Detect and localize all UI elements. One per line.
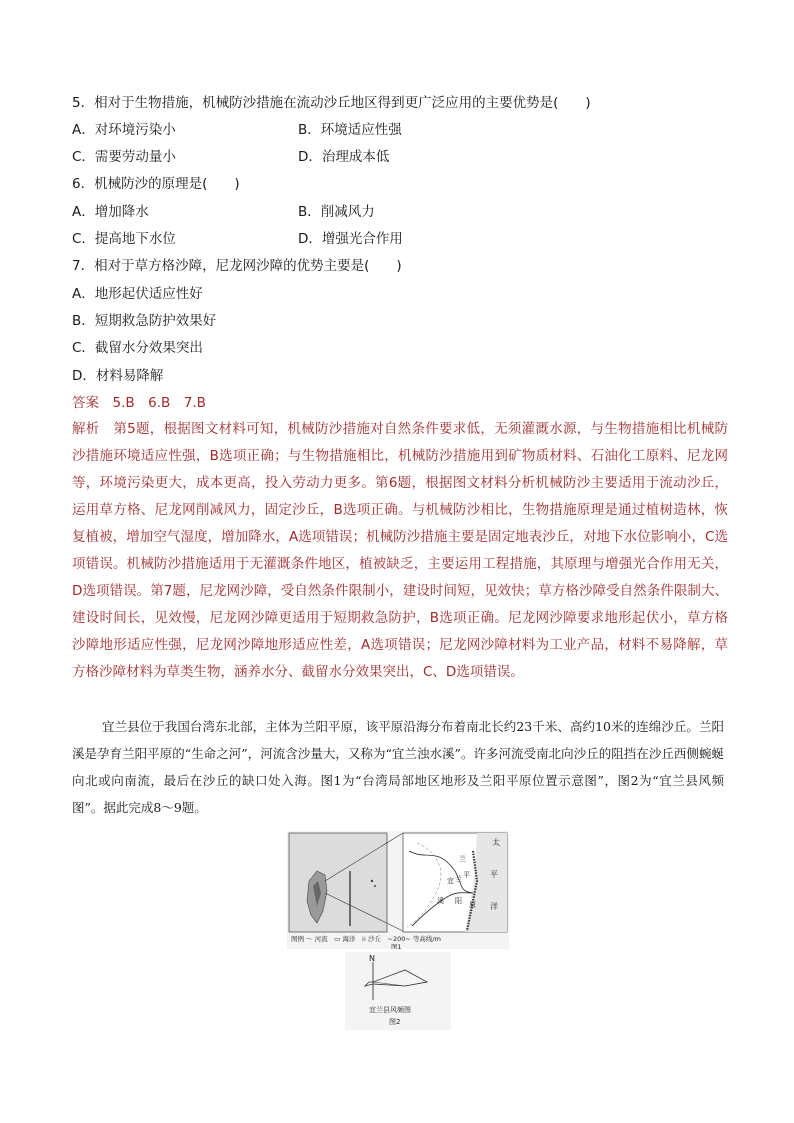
q7-option-c: C．截留水分效果突出 (72, 340, 203, 356)
explanation-paragraph: 解析 第5题，根据图文材料可知，机械防沙措施对自然条件要求低，无须灌溉水源，与生物措施相比机械防沙措施环境适应性强，B选项正确；与生物措施相比，机械防沙措施用到矿物质材料、石油化工原料、尼龙网等，环境污染更大，成本更高，投入劳动力更多。第6题，根据图文材料分析机械防沙主要适用于流动沙丘，运用草方格、尼龙网削减风力，固定沙丘，B选项正确。与机械防沙相比，生物措施原理是通过植树造林，恢复植被，增加空气湿度，增加降水，A选项错误；机械防沙措施主要是固定地表沙丘，对地下水位影响小，C选项错误。机械防沙措施适用于无灌溉条件地区，植被缺乏，主要运用工程措施，其原理与增强光合作用无关，D选项错误。第7题，尼龙网沙障，受自然条件限制小，建设时间短，见效快；草方格沙障受自然条件限制大、建设时间长，见效慢，尼龙网沙障更适用于短期救急防护，B选项正确。尼龙网沙障要求地形起伏小，草方格沙障地形适应性强，尼龙网沙障地形适应性差，A选项错误；尼龙网沙障材料为工业产品，材料不易降解，草方格沙障材料为草类生物，涵养水分、截留水分效果突出，C、D选项错误。 (72, 421, 728, 680)
map-label-yi: 宜 (447, 877, 454, 885)
q7-option-a: A．地形起伏适应性好 (72, 286, 203, 302)
question-6-stem: 6．机械防沙的原理是( ) (72, 176, 240, 192)
overview-map-frame (289, 833, 387, 932)
figure-2-title: 宜兰县风频图 (369, 1006, 411, 1014)
map-label-lan-2: 兰 (455, 875, 462, 883)
question-5-stem: 5．相对于生物措施，机械防沙措施在流动沙丘地区得到更广泛应用的主要优势是( ) (72, 95, 591, 111)
map-label-tai: 太 (492, 838, 500, 847)
map-label-yuan: 原 (469, 901, 476, 909)
figure-1-caption: 图1 (391, 943, 402, 949)
q7-option-b: B．短期救急防护效果好 (72, 313, 217, 329)
q6-option-a: A．增加降水 (72, 204, 149, 220)
q5-option-d: D．治理成本低 (298, 149, 390, 165)
reading-passage: 宜兰县位于我国台湾东北部，主体为兰阳平原，该平原沿海分布着南北长约23千米、高约10米的连绵沙丘。兰阳溪是孕育兰阳平原的“生命之河”，河流含沙量大，又称为“宜兰浊水溪”。许多河流受南北向沙丘的阻挡在沙丘西侧蜿蜒向北或向南流，最后在沙丘的缺口处入海。图1为“台湾局部地区地形及兰阳平原位置示意图”，图2为“宜兰县风频图”。据此完成8～9题。 (72, 719, 724, 815)
map-label-yang-2: 洋 (490, 902, 498, 911)
map-label-ping-2: 平 (490, 870, 498, 879)
q5-option-a: A．对环境污染小 (72, 122, 176, 138)
q6-option-c: C．提高地下水位 (72, 231, 176, 247)
q6-option-b: B．削减风力 (298, 204, 375, 220)
north-label: N (369, 954, 375, 963)
q5-option-c: C．需要劳动量小 (72, 149, 176, 165)
answer-line: 答案 5.B 6.B 7.B (72, 395, 206, 411)
figure-2-wind-rose (345, 952, 451, 1030)
map-label-xi: 溪 (437, 897, 444, 905)
map-label-yang: 阳 (455, 897, 462, 905)
question-7-stem: 7．相对于草方格沙障，尼龙网沙障的优势主要是( ) (72, 258, 402, 274)
map-label-ping: 平 (463, 871, 470, 879)
q6-option-d: D．增强光合作用 (298, 231, 403, 247)
figure-1-legend: 图例 ～ 河流 ▭ 海洋 ⁞⁞ 沙丘 ~200~ 等高线/m (291, 935, 441, 943)
map-label-lan: 兰 (459, 855, 466, 863)
q7-option-d: D．材料易降解 (72, 368, 164, 384)
figure-2-caption: 图2 (389, 1018, 401, 1026)
q5-option-b: B．环境适应性强 (298, 122, 402, 138)
figure-1-map (287, 831, 509, 949)
